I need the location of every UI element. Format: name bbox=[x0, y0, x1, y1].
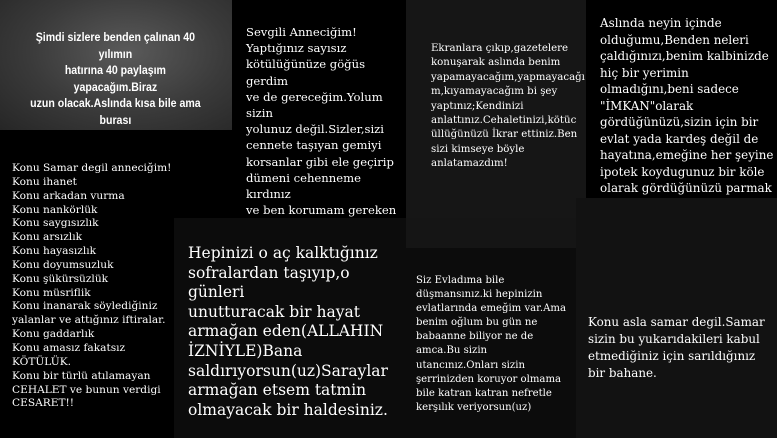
screens-panel bbox=[406, 0, 586, 218]
screens-text: Ekranlara çıkıp,gazetelere konuşarak aslında benim yapamayacağım,yapmayacağı m,kıyamayacağım bi şey yaptınız;Kendinizi anlattınız.Cehaletinizi,kötüc üllüğünüzü İkrar ettiniz.Ben sizi kimseye böyle anlatamazdım! bbox=[431, 43, 585, 170]
issues-text: Konu Samar degil anneciğim! Konu ihanet Konu arkadan vurma Konu nankörlük Konu saygısızlık Konu arsızlık Konu hayasızlık Konu doyumsuzluk Konu şükürsüzlük Konu müsriflik Konu inanarak söylediğiniz yalanlar ve attığınız iftiralar. Konu gaddarlık Konu amasız fakatsız KÖTÜLÜK. Konu bir türlü atılamayan CEHALET ve bunun verdigi CESARET!! bbox=[12, 162, 172, 410]
intro-panel bbox=[0, 0, 232, 130]
excuse-text: Konu asla samar degil.Samar sizin bu yukarıdakileri kabul etmediğiniz için sarıldığınız bir bahane. bbox=[588, 315, 765, 380]
letter-text: Sevgili Anneciğim! Yaptığınız sayısız kötülüğünüze göğüs gerdim ve de gereceğim.Yolum sizin yolunuz değil.Sizler,sizi cennete taşıyan gemiyi korsanlar gibi ele geçirip dümeni cehenneme kırdınız ve ben korumam gereken bbox=[246, 25, 397, 218]
table-text: Hepinizi o aç kalktığınız sofralardan taşıyıp,o günleri unutturacak bir hayat armağan eden(ALLAHIN İZNİYLE)Bana saldırıyorsun(uz)Saraylar armağan etsem tatmin olmayacak bir haldesiniz. bbox=[188, 244, 388, 419]
table-panel bbox=[174, 218, 406, 438]
truth-text: Aslında neyin içinde olduğumu,Benden neleri çaldığınızı,benim kalbinizde hiç bir yerimin olmadığını,beni sadece "İMKAN"olarak gördüğünüzü,sizin için bir evlat yada kardeş değil de hayatına,emeğine her şeyine ipotek koydugunuz bir köle olarak gördüğünüzü parmak bbox=[600, 16, 774, 195]
intro-text: Şimdi sizlere benden çalınan 40 yılımın hatırına 40 paylaşım yapacağım.Biraz uzun olacak.Aslında kısa bile ama burası bbox=[30, 32, 201, 127]
truth-panel bbox=[586, 0, 777, 198]
excuse-panel bbox=[576, 198, 777, 438]
enemy-text: Siz Evladıma bile düşmansınız.ki hepinizin evlatlarında emeğim var.Ama benim oğlum bu gün ne babaanne biliyor ne de amca.Bu sizin utancınız.Onları sizin şerrinizden koruyor olmama bile katran katran nefretle kerşılık veriyorsun(uz) bbox=[416, 275, 566, 413]
enemy-panel bbox=[406, 248, 586, 438]
letter-panel bbox=[232, 0, 406, 218]
